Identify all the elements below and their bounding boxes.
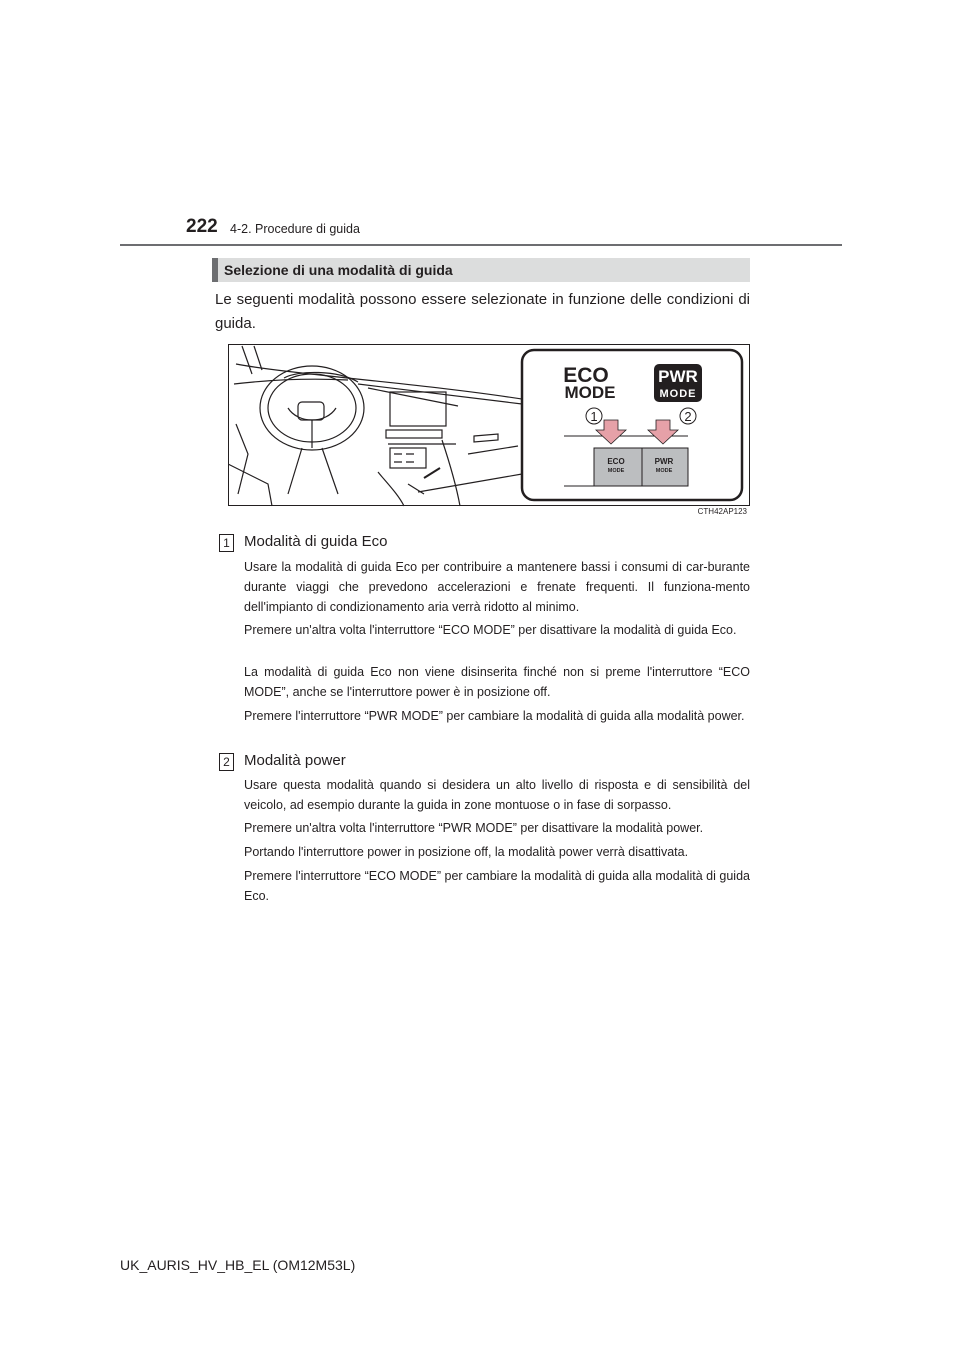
- callout-2-label: 2: [684, 409, 692, 424]
- dashboard-figure: [228, 344, 750, 518]
- eco-switch-line1: ECO: [607, 457, 625, 466]
- item-number-1: 1: [219, 534, 234, 552]
- callout-1-label: 1: [590, 409, 598, 424]
- item-title-eco: Modalità di guida Eco: [244, 533, 388, 550]
- item-number-2: 2: [219, 753, 234, 771]
- pwr-indicator-line2: MODE: [659, 388, 697, 400]
- item-2-paragraph-3: Portando l'interruttore power in posizione off, la modalità power verrà disattivata.: [244, 845, 689, 859]
- pwr-mode-switch: [642, 448, 688, 486]
- header-rule: [120, 244, 842, 246]
- pwr-switch-line2: MODE: [655, 468, 673, 474]
- item-1-paragraph-2: Premere un'altra volta l'interruttore “ECO MODE” per disattivare la modalità di guida Eco.: [244, 623, 737, 637]
- item-2-paragraph-2: Premere un'altra volta l'interruttore “PWR MODE” per disattivare la modalità power.: [244, 821, 704, 835]
- section-title: Selezione di una modalità di guida: [224, 262, 453, 278]
- pwr-indicator-line1: PWR: [658, 367, 698, 386]
- item-title-power: Modalità power: [244, 752, 346, 769]
- item-2-paragraph-4: Premere l'interruttore “ECO MODE” per cambiare la modalità di guida alla modalità di guida Eco.: [244, 869, 750, 903]
- item-1-paragraph-1: Usare la modalità di guida Eco per contribuire a mantenere bassi i consumi di car-burante durante viaggi che prevedono accelerazioni e frenate frequenti. Il funziona-mento dell'impianto di condizionamento aria verrà ridotto al minimo.: [244, 560, 750, 614]
- running-header: 4-2. Procedure di guida: [230, 222, 360, 236]
- item-1-paragraph-3: La modalità di guida Eco non viene disinserita finché non si preme l'interruttore “ECO MODE”, anche se l'interruttore power è in posizione off.: [244, 665, 750, 699]
- item-1-paragraph-4: Premere l'interruttore “PWR MODE” per cambiare la modalità di guida alla modalità power.: [244, 709, 745, 723]
- eco-indicator-line2: MODE: [564, 383, 616, 402]
- page-number: 222: [186, 216, 218, 237]
- section-heading-accent: [212, 258, 218, 282]
- footer-model-code: UK_AURIS_HV_HB_EL (OM12M53L): [120, 1257, 356, 1273]
- intro-text: Le seguenti modalità possono essere selezionate in funzione delle condizioni di guida.: [215, 291, 750, 332]
- item-2-paragraph-1: Usare questa modalità quando si desidera un alto livello di risposta e di sensibilità del veicolo, ad esempio durante la guida in zone montuose o in fase di sorpasso.: [244, 778, 750, 812]
- eco-switch-line2: MODE: [607, 468, 625, 474]
- eco-mode-switch: [594, 448, 642, 486]
- dashboard-illustration: [228, 344, 750, 518]
- pwr-switch-line1: PWR: [654, 457, 674, 466]
- eco-indicator-line1: ECO: [563, 364, 609, 387]
- figure-code: CTH42AP123: [697, 507, 747, 516]
